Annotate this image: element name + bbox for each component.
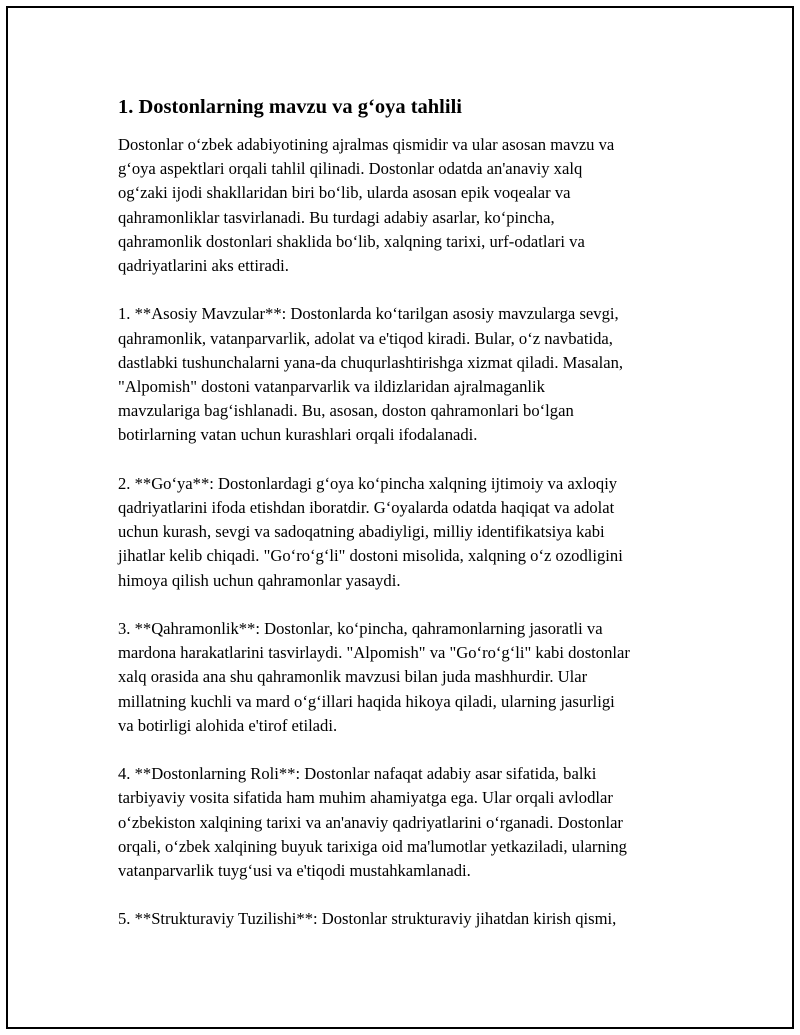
text-line: xalq orasida ana shu qahramonlik mavzusi bilan juda mashhurdir. Ular: [118, 667, 588, 687]
text-line: qadriyatlarini ifoda etishdan iboratdir. G‘oyalarda odatda haqiqat va adolat: [118, 498, 615, 518]
text-line: 3. **Qahramonlik**: Dostonlar, ko‘pincha, qahramonlarning jasoratli va: [118, 619, 603, 639]
text-line: dastlabki tushunchalarni yana-da chuqurlashtirishga xizmat qiladi. Masalan,: [118, 352, 624, 372]
paragraph-qahramonlik: [118, 617, 698, 738]
document-body: [118, 92, 698, 956]
text-line: og‘zaki ijodi shakllaridan biri bo‘lib, ularda asosan epik voqealar va: [118, 183, 571, 203]
text-line: o‘zbekiston xalqining tarixi va an'anaviy qadriyatlarini o‘rganadi. Dostonlar: [118, 812, 623, 832]
paragraph-strukturaviy-tuzilishi: [118, 907, 698, 931]
text-line: himoya qilish uchun qahramonlar yasaydi.: [118, 570, 401, 590]
text-line: 4. **Dostonlarning Roli**: Dostonlar nafaqat adabiy asar sifatida, balki: [118, 764, 597, 784]
text-line: orqali, o‘zbek xalqining buyuk tarixiga oid ma'lumotlar yetkaziladi, ularning: [118, 836, 627, 856]
text-line: qadriyatlarini aks ettiradi.: [118, 256, 289, 276]
section-heading: 1. Dostonlarning mavzu va g‘oya tahlili: [118, 96, 462, 118]
text-line: tarbiyaviy vosita sifatida ham muhim ahamiyatga ega. Ular orqali avlodlar: [118, 788, 613, 808]
text-line: 5. **Strukturaviy Tuzilishi**: Dostonlar strukturaviy jihatdan kirish qismi,: [118, 909, 617, 929]
text-line: mavzulariga bag‘ishlanadi. Bu, asosan, doston qahramonlari bo‘lgan: [118, 401, 574, 421]
text-line: uchun kurash, sevgi va sadoqatning abadiyligi, milliy identifikatsiya kabi: [118, 522, 605, 542]
text-line: Dostonlar o‘zbek adabiyotining ajralmas qismidir va ular asosan mavzu va: [118, 135, 615, 154]
paragraph-intro: [118, 133, 698, 278]
paragraph-asosiy-mavzular: [118, 302, 698, 447]
text-line: qahramonlik, vatanparvarlik, adolat va e'tiqod kiradi. Bular, o‘z navbatida,: [118, 328, 613, 348]
text-line: millatning kuchli va mard o‘g‘illari haqida hikoya qiladi, ularning jasurligi: [118, 691, 615, 711]
text-line: botirlarning vatan uchun kurashlari orqali ifodalanadi.: [118, 425, 478, 445]
text-line: jihatlar kelib chiqadi. "Go‘ro‘g‘li" dostoni misolida, xalqning o‘z ozodligini: [118, 546, 623, 566]
text-line: 1. **Asosiy Mavzular**: Dostonlarda ko‘tarilgan asosiy mavzularga sevgi,: [118, 304, 619, 324]
text-line: qahramonlik dostonlari shaklida bo‘lib, xalqning tarixi, urf-odatlari va: [118, 231, 585, 251]
text-line: g‘oya aspektlari orqali tahlil qilinadi. Dostonlar odatda an'anaviy xalq: [118, 159, 583, 179]
text-line: qahramonliklar tasvirlanadi. Bu turdagi adabiy asarlar, ko‘pincha,: [118, 207, 555, 227]
text-line: vatanparvarlik tuyg‘usi va e'tiqodi mustahkamlanadi.: [118, 861, 471, 881]
text-line: "Alpomish" dostoni vatanparvarlik va ildizlaridan ajralmaganlik: [118, 377, 545, 397]
text-line: 2. **Go‘ya**: Dostonlardagi g‘oya ko‘pincha xalqning ijtimoiy va axloqiy: [118, 473, 618, 493]
paragraph-dostonlarning-roli: [118, 762, 698, 883]
paragraph-goya: [118, 472, 698, 593]
text-line: va botirligi alohida e'tirof etiladi.: [118, 715, 338, 735]
text-line: mardona harakatlarini tasvirlaydi. "Alpomish" va "Go‘ro‘g‘li" kabi dostonlar: [118, 643, 630, 663]
